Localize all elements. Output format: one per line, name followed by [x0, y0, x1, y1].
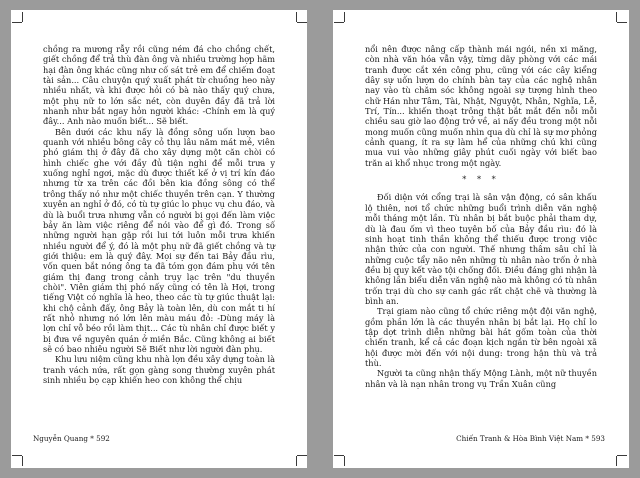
left-page [11, 10, 307, 468]
right-page-body [365, 44, 597, 389]
paragraph: Đối diện với cổng trại là sân vận động, có sân khấu lộ thiên, nơi tổ chức những buổi trình diễn văn nghệ mỗi tháng một lần. Tù nhân bị bắt buộc phải tham dự, dù là đau ốm vì theo tuyên bố của Bảy đầu rìu: đó là sinh hoạt tinh thần không thể thiếu được trong việc nhận thức của con người. Thế nhưng thâm sâu chỉ là những cuộc tẩy não nên những tù nhân nào trốn ở nhà đều bị quy kết vào tội chống đối. Điều đáng ghi nhận là không lần biểu diễn văn nghệ nào mà không có tù nhân trốn trại dù cho sự canh gác rất chặt chẽ và thường là bình an. [365, 192, 597, 306]
paragraph: Người ta cũng nhận thấy Mộng Lành, một nữ thuyền nhân và là nạn nhân trong vụ Trần Xuân cũng [365, 368, 597, 389]
paragraph: Khu lưu niệm cũng khu nhà lợn đều xây dựng toàn là tranh vách nứa, rất gọn gàng song thường xuyên phát sinh nhiều bọ cạp khiến heo con không thể chịu [43, 354, 275, 385]
crop-mark [616, 12, 617, 22]
crop-mark [297, 22, 307, 23]
crop-mark [22, 12, 23, 22]
left-page-footer: Nguyễn Quang * 592 [33, 434, 110, 443]
crop-mark [334, 22, 344, 23]
paragraph: chồng ra mương rẫy rồi cũng ném đá cho chồng chết, giết chồng để trả thù đàn ông và nhiều trường hợp hãm hại đàn ông khác cũng như cố sát trẻ em để chiếm đoạt tài sản... Câu chuyện quý xuất phát từ chuồng heo này nhiều nhất, và khi được hỏi có bà nào thấy quý chưa, một phụ nữ to lớn sắc nét, còn duyên đầy đã trả lời nhanh như bắt ngay hỏn người khác: -Chính em là quý đây... Anh nào muốn biết... Sẽ biết. [43, 44, 275, 127]
paragraph: Bên dưới các khu nấy là đồng sông uốn lượn bao quanh với nhiều bông cây cỏ thụ lâu năm mát mẻ, viên phó giám thị ở đây đã cho xây dựng một căn chòi có hình chiếc ghe với đầy đủ tiện nghi để mỗi trưa y xuống nghỉ ngơi, mặc dù được thiết kế ở vị trí kín đáo nhưng từ xa trên các đồi bên kia đồng sông có thể trông thấy nó như một chiếc thuyền trên cạn. Y thường xuyên an nghỉ ở đó, có tù tự giúc lo phục vụ chu đáo, và dù là buổi trưa nhưng vẫn có người bị gọi đến làm việc bảy ăn làm việc riêng để nói vào để gì đó. Trong số những người hạn gặp rồi lui tới luôn mỗi trưa khiến nhiều người để ý, đó là một phụ nữ đã giết chồng và tự giới thiệu: em là quý đây. Mọi sự đến tai Bảy đầu rìu, vốn quen bắt nóng ông ta đã tóm gọn đám phụ với tên giám thị đang trong cảnh trụy lạc trên "du thuyền chòi". Viên giám thị phó nấy cũng có tên là Hợi, trong tiếng Việt có nghĩa là heo, theo các tù tự giúc thuật lại: khi chộ cảnh đấy, ông Bảy là toàn lên, dù con mắt ti hí rất nhỏ nhưng nó lớn lên màu máu đỏ: -Dùng máy là lợn chỉ vỗ béo rồi làm thịt... Các tù nhân chỉ được biết y bị đưa về nguyên quán ở miền Bắc. Cũng không ai biết sẽ có bao nhiêu người Sẽ Biết như lời người đàn phụ. [43, 126, 275, 354]
right-page-footer: Chiến Tranh & Hòa Bình Việt Nam * 593 [456, 434, 605, 443]
crop-mark [296, 456, 297, 466]
crop-mark [334, 455, 344, 456]
crop-mark [12, 22, 22, 23]
crop-mark [296, 12, 297, 22]
paragraph: Trại giam nào cũng tổ chức riêng một đội văn nghệ, gồm phần lớn là các thuyền nhân bị bắt lại. Họ chỉ lo tập dợt trình diễn những bài hát gốm toàn của thời chiến tranh, kể cả các đoạn kịch ngắn từ bên ngoài xã hội được mời đến với nội dung: trong hận thù và trả thù. [365, 306, 597, 368]
crop-mark [616, 456, 617, 466]
crop-mark [22, 456, 23, 466]
crop-mark [617, 455, 627, 456]
crop-mark [297, 455, 307, 456]
crop-mark [617, 22, 627, 23]
section-break: * * * [462, 174, 500, 185]
paragraph: nổi nên được nâng cấp thành mái ngói, nền xi măng, còn nhà văn hóa vẫn vậy, từng dãy phòng với các mái tranh được cắt xén công phu, cũng với các cây kiểng dây sự uốn lượn do chính bàn tay của các nghệ nhân nay vào tù chăm sóc không ngoài sự tượng hình theo chữ Hán như Tâm, Tài, Nhật, Nguyệt, Nhân, Nghĩa, Lễ, Trí, Tín... khiến thoạt trông thật bắt mắt đến nỗi mỗi chiều sau giờ lao động trở về, ai nấy đều trong một nỗi mong muốn cũng muốn nhìn qua dù chỉ là sự mơ phỏng cảnh quang, ít ra sự làm hể của những chú khi cũng mua vui vào những giây phút cuối ngày với biết bao trăn ai khổ nhục trong một ngày. [365, 44, 597, 168]
crop-mark [344, 456, 345, 466]
left-page-body [43, 44, 275, 385]
crop-mark [344, 12, 345, 22]
crop-mark [12, 455, 22, 456]
right-page [333, 10, 629, 468]
